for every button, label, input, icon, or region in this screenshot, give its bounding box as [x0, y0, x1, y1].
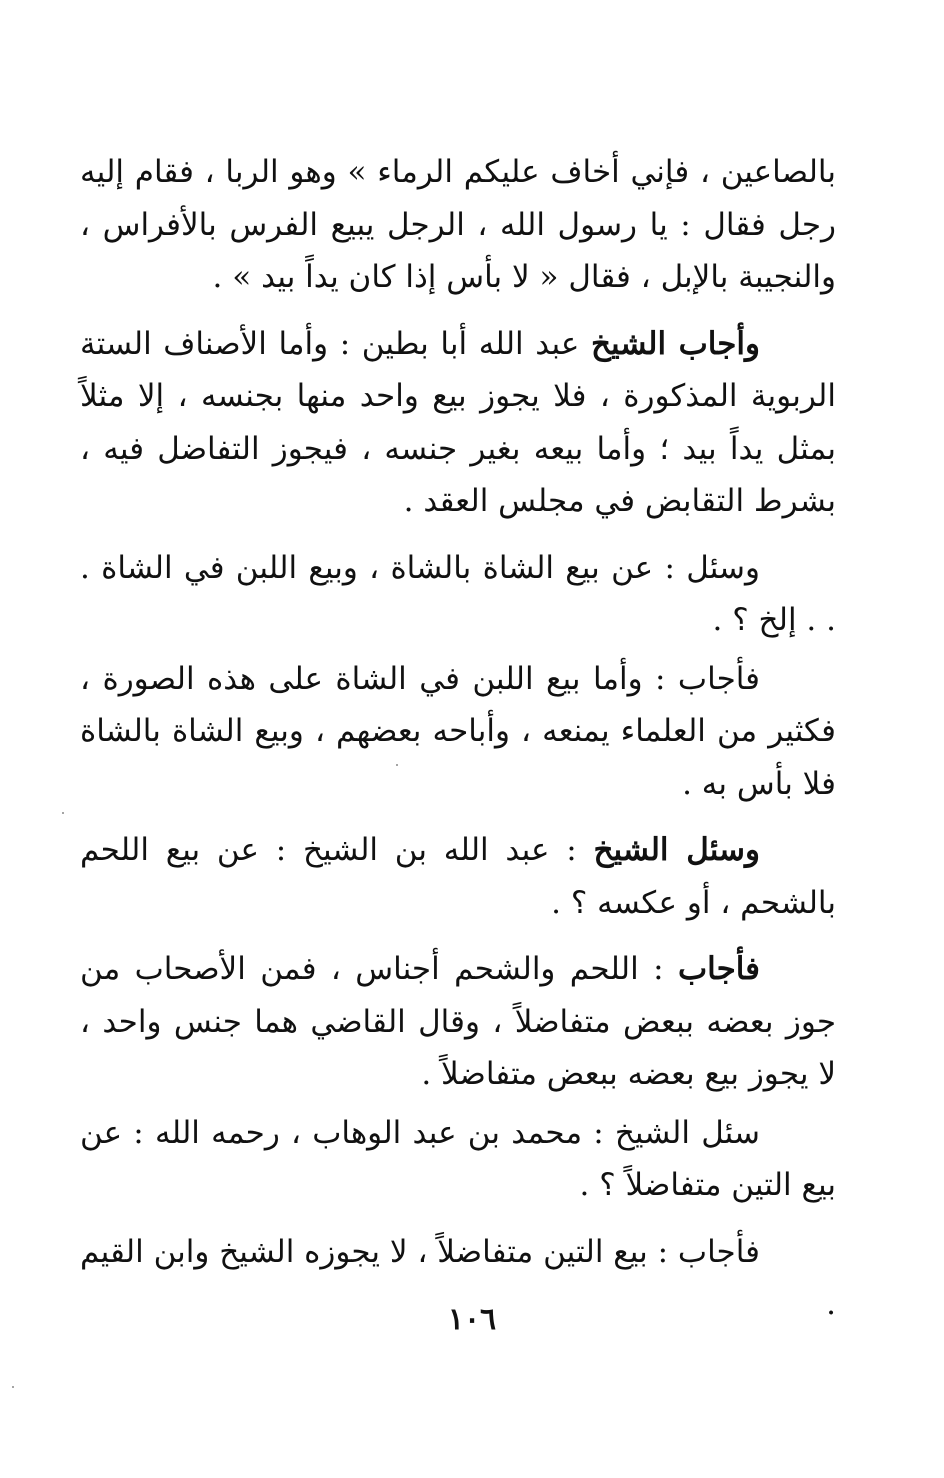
paragraph-6: [80, 943, 836, 1101]
paragraph-2-lead: وأجاب الشيخ: [590, 325, 760, 362]
paragraph-5-text: : عبد الله بن الشيخ : عن بيع اللحم بالشحم ، أو عكسه ؟ .: [80, 832, 836, 921]
paragraph-2: [80, 318, 836, 528]
paragraph-3-text: وسئل : عن بيع الشاة بالشاة ، وبيع اللبن في الشاة . . . إلخ ؟ .: [80, 549, 836, 638]
paragraph-8-text: فأجاب : بيع التين متفاضلاً ، لا يجوزه الشيخ وابن القيم .: [80, 1233, 836, 1322]
scan-speck: [62, 812, 64, 814]
paragraph-5: [80, 824, 836, 929]
paragraph-3: [80, 542, 836, 647]
paragraph-1: [80, 146, 836, 304]
paragraph-4-text: فأجاب : وأما بيع اللبن في الشاة على هذه الصورة ، فكثير من العلماء يمنعه ، وأباحه بعضهم ، وبيع الشاة بالشاة فلا بأس به .: [80, 660, 836, 802]
paragraph-7-text: سئل الشيخ : محمد بن عبد الوهاب ، رحمه الله : عن بيع التين متفاضلاً ؟ .: [80, 1114, 836, 1203]
paragraph-1-text: بالصاعين ، فإني أخاف عليكم الرماء » وهو الربا ، فقام إليه رجل فقال : يا رسول الله ، الرجل يبيع الفرس بالأفراس ، والنجيبة بالإبل ، فقال « لا بأس إذا كان يداً بيد » .: [80, 154, 836, 295]
scan-speck: [12, 1386, 14, 1388]
paragraph-2-text: عبد الله أبا بطين : وأما الأصناف الستة الربوية المذكورة ، فلا يجوز بيع واحد منها بجنسه ، إلا مثلاً بمثل يداً بيد ؛ وأما بيعه بغير جنسه ، فيجوز التفاضل فيه ، بشرط التقابض في مجلس العقد .: [80, 325, 836, 519]
paragraph-6-text: : اللحم والشحم أجناس ، فمن الأصحاب من جوز بعضه ببعض متفاضلاً ، وقال القاضي هما جنس واحد ، لا يجوز بيع بعضه ببعض متفاضلاً .: [80, 951, 836, 1092]
page-number: ١٠٦: [447, 1302, 497, 1337]
paragraph-5-lead: وسئل الشيخ: [593, 832, 761, 868]
paragraph-7: [80, 1107, 836, 1212]
scan-speck: [396, 764, 398, 766]
paragraph-6-lead: فأجاب: [677, 951, 760, 987]
page-body-text: [80, 146, 836, 1340]
paragraph-4: [80, 653, 836, 811]
